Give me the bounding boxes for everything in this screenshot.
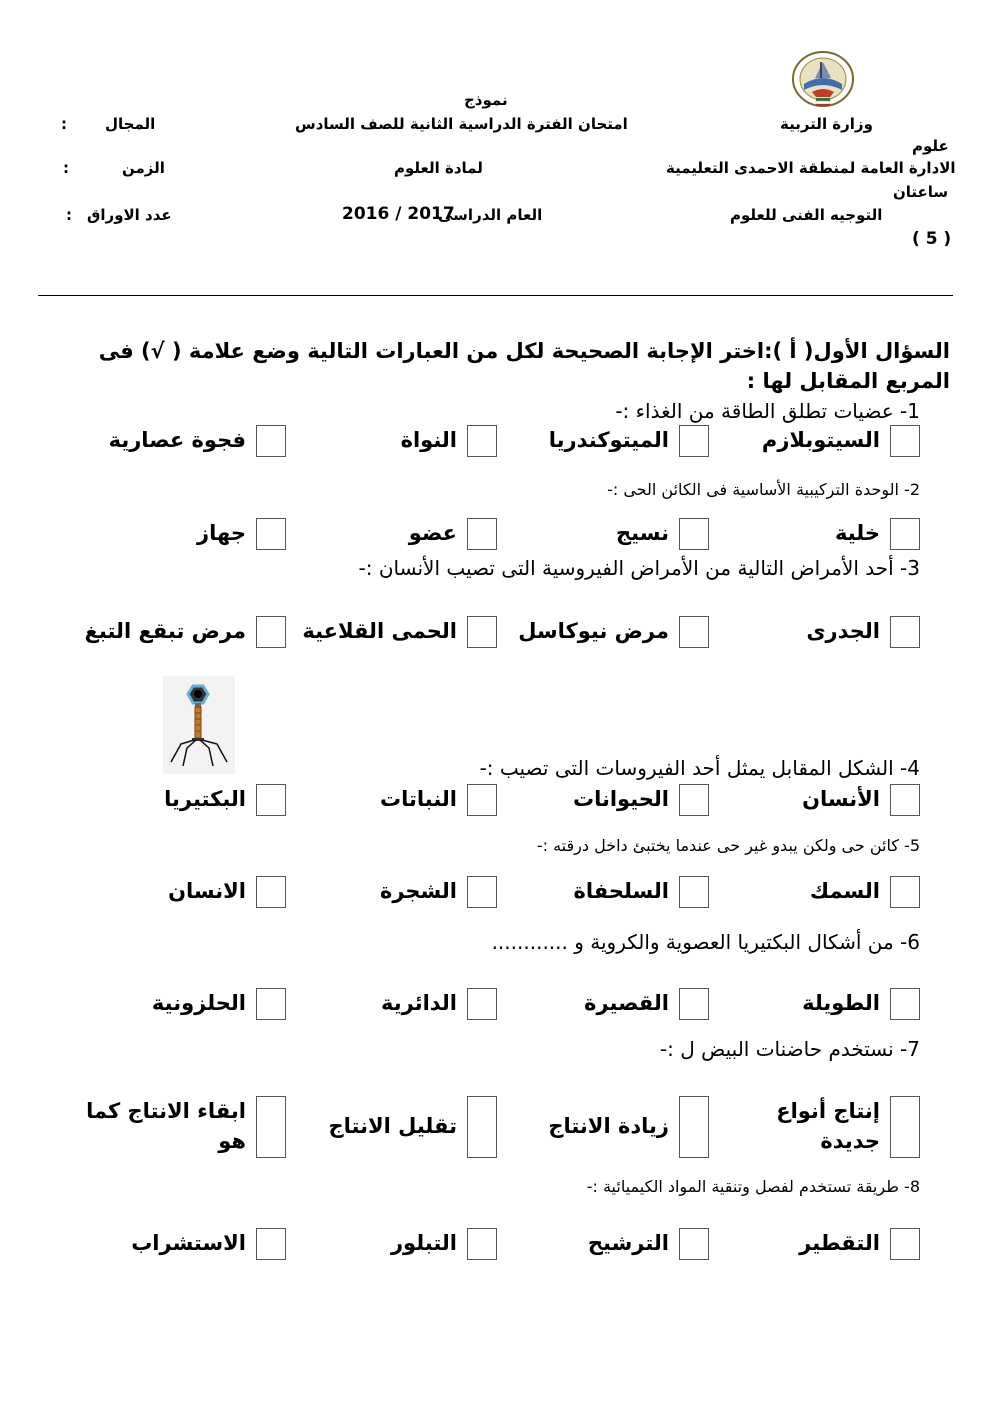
q7-option-3[interactable]: تقليل الانتاج bbox=[287, 1096, 497, 1158]
subject-name: لمادة العلوم bbox=[394, 159, 483, 177]
pages-colon: : bbox=[66, 206, 72, 224]
q6-option-1[interactable]: الطويلة bbox=[710, 988, 920, 1024]
answer-checkbox[interactable] bbox=[679, 425, 709, 457]
pages-label: عدد الاوراق bbox=[87, 206, 172, 224]
exam-model-label: نموذج bbox=[464, 91, 508, 109]
q8-option-2[interactable]: الترشيح bbox=[499, 1228, 709, 1264]
q4-option-4[interactable]: البكتيريا bbox=[76, 784, 286, 820]
q6-option-3[interactable]: الدائرية bbox=[287, 988, 497, 1024]
answer-checkbox[interactable] bbox=[679, 876, 709, 908]
answer-checkbox[interactable] bbox=[679, 616, 709, 648]
answer-checkbox[interactable] bbox=[890, 988, 920, 1020]
time-label: الزمن bbox=[122, 159, 165, 177]
answer-checkbox[interactable] bbox=[679, 784, 709, 816]
answer-checkbox[interactable] bbox=[256, 518, 286, 550]
q7-option-4[interactable]: ابقاء الانتاج كما هو bbox=[76, 1096, 286, 1158]
answer-checkbox[interactable] bbox=[890, 425, 920, 457]
time-value: ساعتان bbox=[893, 183, 949, 201]
q7-option-1[interactable]: إنتاج أنواع جديدة bbox=[710, 1096, 920, 1158]
answer-checkbox[interactable] bbox=[467, 1228, 497, 1260]
answer-checkbox[interactable] bbox=[467, 988, 497, 1020]
question-5: 5- كائن حى ولكن يبدو غير حى عندما يختبئ داخل درقته :- bbox=[536, 836, 920, 855]
q2-option-3[interactable]: عضو bbox=[287, 518, 497, 554]
question-3: 3- أحد الأمراض التالية من الأمراض الفيروسية التى تصيب الأنسان :- bbox=[358, 556, 920, 580]
q6-option-4[interactable]: الحلزونية bbox=[76, 988, 286, 1024]
answer-checkbox[interactable] bbox=[890, 1228, 920, 1260]
q5-option-2[interactable]: السلحفاة bbox=[499, 876, 709, 912]
question-6: 6- من أشكال البكتيريا العصوية والكروية و ............ bbox=[491, 930, 920, 954]
question-2: 2- الوحدة التركيبية الأساسية فى الكائن الحى :- bbox=[607, 480, 920, 499]
q1-option-3[interactable]: النواة bbox=[287, 425, 497, 461]
q4-option-1[interactable]: الأنسان bbox=[710, 784, 920, 820]
answer-checkbox[interactable] bbox=[256, 425, 286, 457]
question-1: 1- عضيات تطلق الطاقة من الغذاء :- bbox=[615, 399, 920, 423]
header-divider bbox=[38, 295, 953, 296]
q5-option-4[interactable]: الانسان bbox=[76, 876, 286, 912]
answer-checkbox[interactable] bbox=[467, 876, 497, 908]
field-label: المجال bbox=[105, 115, 156, 133]
answer-checkbox[interactable] bbox=[467, 1096, 497, 1158]
answer-checkbox[interactable] bbox=[256, 1096, 286, 1158]
school-year-value: 2016 / 2017 bbox=[342, 204, 455, 224]
q5-option-1[interactable]: السمك bbox=[710, 876, 920, 912]
exam-title: امتحان الفترة الدراسية الثانية للصف السادس bbox=[295, 115, 628, 133]
answer-checkbox[interactable] bbox=[890, 784, 920, 816]
ministry-emblem bbox=[790, 50, 856, 108]
answer-checkbox[interactable] bbox=[256, 988, 286, 1020]
answer-checkbox[interactable] bbox=[256, 616, 286, 648]
supervision-name: التوجيه الفنى للعلوم bbox=[730, 206, 883, 224]
q8-option-1[interactable]: التقطير bbox=[710, 1228, 920, 1264]
q4-option-2[interactable]: الحيوانات bbox=[499, 784, 709, 820]
q2-option-4[interactable]: جهاز bbox=[76, 518, 286, 554]
q2-option-2[interactable]: نسيج bbox=[499, 518, 709, 554]
ministry-name: وزارة التربية bbox=[780, 115, 873, 133]
q3-option-3[interactable]: الحمى القلاعية bbox=[287, 616, 497, 652]
q7-option-2[interactable]: زيادة الانتاج bbox=[499, 1096, 709, 1158]
q8-option-3[interactable]: التبلور bbox=[287, 1228, 497, 1264]
answer-checkbox[interactable] bbox=[467, 425, 497, 457]
answer-checkbox[interactable] bbox=[679, 1096, 709, 1158]
answer-checkbox[interactable] bbox=[890, 616, 920, 648]
section-title: السؤال الأول( أ ):اختر الإجابة الصحيحة لكل من العبارات التالية وضع علامة ( √) فى المربع المقابل لها : bbox=[98, 339, 950, 393]
q1-option-2[interactable]: الميتوكندريا bbox=[499, 425, 709, 461]
q3-option-4[interactable]: مرض تبقع التبغ bbox=[76, 616, 286, 652]
answer-checkbox[interactable] bbox=[890, 876, 920, 908]
q1-option-1[interactable]: السيتوبلازم bbox=[710, 425, 920, 461]
pages-value: ( 5 ) bbox=[912, 229, 952, 249]
q3-option-2[interactable]: مرض نيوكاسل bbox=[499, 616, 709, 652]
question-7: 7- نستخدم حاضنات البيض ل :- bbox=[659, 1037, 920, 1061]
answer-checkbox[interactable] bbox=[890, 1096, 920, 1158]
q4-option-3[interactable]: النباتات bbox=[287, 784, 497, 820]
time-colon: : bbox=[63, 159, 69, 177]
answer-checkbox[interactable] bbox=[890, 518, 920, 550]
q5-option-3[interactable]: الشجرة bbox=[287, 876, 497, 912]
answer-checkbox[interactable] bbox=[679, 988, 709, 1020]
q6-option-2[interactable]: القصيرة bbox=[499, 988, 709, 1024]
district-name: الادارة العامة لمنطقة الاحمدى التعليمية bbox=[666, 159, 956, 177]
answer-checkbox[interactable] bbox=[679, 1228, 709, 1260]
question-8: 8- طريقة تستخدم لفصل وتنقية المواد الكيميائية :- bbox=[586, 1177, 920, 1196]
answer-checkbox[interactable] bbox=[467, 784, 497, 816]
school-year-label: العام الدراسى bbox=[438, 206, 543, 224]
q2-option-1[interactable]: خلية bbox=[710, 518, 920, 554]
answer-checkbox[interactable] bbox=[256, 1228, 286, 1260]
q8-option-4[interactable]: الاستشراب bbox=[76, 1228, 286, 1264]
q1-option-4[interactable]: فجوة عصارية bbox=[76, 425, 286, 461]
q3-option-1[interactable]: الجدرى bbox=[710, 616, 920, 652]
answer-checkbox[interactable] bbox=[679, 518, 709, 550]
field-colon: : bbox=[61, 115, 67, 133]
field-value: علوم bbox=[912, 137, 949, 155]
answer-checkbox[interactable] bbox=[256, 784, 286, 816]
answer-checkbox[interactable] bbox=[467, 518, 497, 550]
question-4: 4- الشكل المقابل يمثل أحد الفيروسات التى تصيب :- bbox=[479, 756, 920, 780]
answer-checkbox[interactable] bbox=[467, 616, 497, 648]
answer-checkbox[interactable] bbox=[256, 876, 286, 908]
bacteriophage-image bbox=[163, 676, 235, 774]
